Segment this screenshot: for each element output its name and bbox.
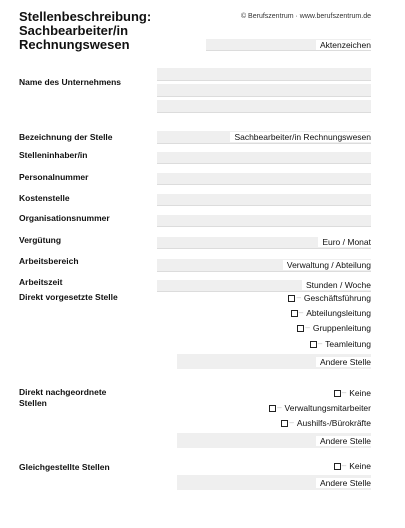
option-label: Abteilungsleitung: [306, 308, 371, 318]
checkbox-gruppenleitung[interactable]: – Gruppenleitung: [297, 323, 371, 333]
checkbox-icon[interactable]: [334, 390, 341, 397]
unternehmen-field-3[interactable]: [157, 100, 371, 113]
organisationsnummer-field[interactable]: [157, 215, 371, 227]
inhaber-label: Stelleninhaber/in: [19, 150, 88, 160]
checkbox-abteilungsleitung[interactable]: – Abteilungsleitung: [291, 308, 371, 318]
title-line-2: Sachbearbeiter/in: [19, 23, 129, 38]
personalnummer-label: Personalnummer: [19, 172, 89, 182]
unternehmen-field-2[interactable]: [157, 84, 371, 97]
checkbox-keine-nachgeordnet[interactable]: – Keine: [334, 388, 371, 398]
option-label: Keine: [349, 388, 371, 398]
title-line-3: Rechnungswesen: [19, 37, 130, 52]
vorgesetzte-label: Direkt vorgesetzte Stelle: [19, 292, 118, 302]
stelle-value: Sachbearbeiter/in Rechnungswesen: [230, 132, 371, 142]
title-line-1: Stellenbeschreibung:: [19, 9, 152, 24]
checkbox-icon[interactable]: [269, 405, 276, 412]
page-title: [19, 10, 219, 52]
verguetung-value: Euro / Monat: [318, 237, 371, 247]
aktenzeichen-label: Aktenzeichen: [316, 40, 371, 50]
vorgesetzte-andere-field[interactable]: [177, 354, 371, 369]
option-label: Teamleitung: [325, 339, 371, 349]
unternehmen-field-1[interactable]: [157, 68, 371, 81]
andere-stelle-label: Andere Stelle: [316, 357, 371, 367]
kostenstelle-label: Kostenstelle: [19, 193, 70, 203]
verguetung-label: Vergütung: [19, 235, 62, 245]
checkbox-icon[interactable]: [297, 325, 304, 332]
inhaber-field[interactable]: [157, 152, 371, 164]
option-label: Keine: [349, 461, 371, 471]
arbeitsbereich-field[interactable]: [157, 259, 371, 272]
aktenzeichen-field[interactable]: [206, 39, 371, 51]
kostenstelle-field[interactable]: [157, 194, 371, 206]
stelle-field[interactable]: [157, 131, 371, 144]
checkbox-icon[interactable]: [281, 420, 288, 427]
nachgeordnete-label-line-1: Direkt nachgeordnete: [19, 387, 107, 397]
checkbox-icon[interactable]: [291, 310, 298, 317]
checkbox-geschaeftsfuehrung[interactable]: – Geschäftsführung: [288, 293, 371, 303]
nachgeordnete-label-line-2: Stellen: [19, 398, 47, 408]
gleichgestellte-andere-field[interactable]: [177, 475, 371, 490]
arbeitsbereich-value: Verwaltung / Abteilung: [283, 260, 371, 270]
andere-stelle-label: Andere Stelle: [316, 478, 371, 488]
checkbox-icon[interactable]: [310, 341, 317, 348]
arbeitszeit-label: Arbeitszeit: [19, 277, 63, 287]
gleichgestellte-label: Gleichgestellte Stellen: [19, 462, 110, 472]
stelle-label: Bezeichnung der Stelle: [19, 132, 113, 142]
option-label: Aushilfs-/Bürokräfte: [296, 418, 371, 428]
checkbox-aushilfs-buerokraefte[interactable]: – Aushilfs-/Bürokräfte: [281, 418, 371, 428]
checkbox-verwaltungsmitarbeiter[interactable]: – Verwaltungsmitarbeiter: [269, 403, 371, 413]
checkbox-icon[interactable]: [334, 463, 341, 470]
arbeitszeit-value: Stunden / Woche: [302, 280, 371, 290]
option-label: Geschäftsführung: [303, 293, 371, 303]
andere-stelle-label: Andere Stelle: [316, 436, 371, 446]
nachgeordnete-label: [19, 387, 106, 409]
nachgeordnete-andere-field[interactable]: [177, 433, 371, 448]
checkbox-teamleitung[interactable]: – Teamleitung: [310, 339, 371, 349]
arbeitszeit-field[interactable]: [157, 280, 371, 292]
organisationsnummer-label: Organisationsnummer: [19, 213, 110, 223]
option-label: Gruppenleitung: [312, 323, 371, 333]
checkbox-icon[interactable]: [288, 295, 295, 302]
unternehmen-label: Name des Unternehmens: [19, 77, 122, 87]
arbeitsbereich-label: Arbeitsbereich: [19, 256, 79, 266]
verguetung-field[interactable]: [157, 237, 371, 249]
copyright-notice: © Berufszentrum · www.berufszentrum.de: [240, 13, 371, 20]
option-label: Verwaltungsmitarbeiter: [284, 403, 371, 413]
personalnummer-field[interactable]: [157, 173, 371, 185]
checkbox-keine-gleichgestellt[interactable]: – Keine: [334, 461, 371, 471]
